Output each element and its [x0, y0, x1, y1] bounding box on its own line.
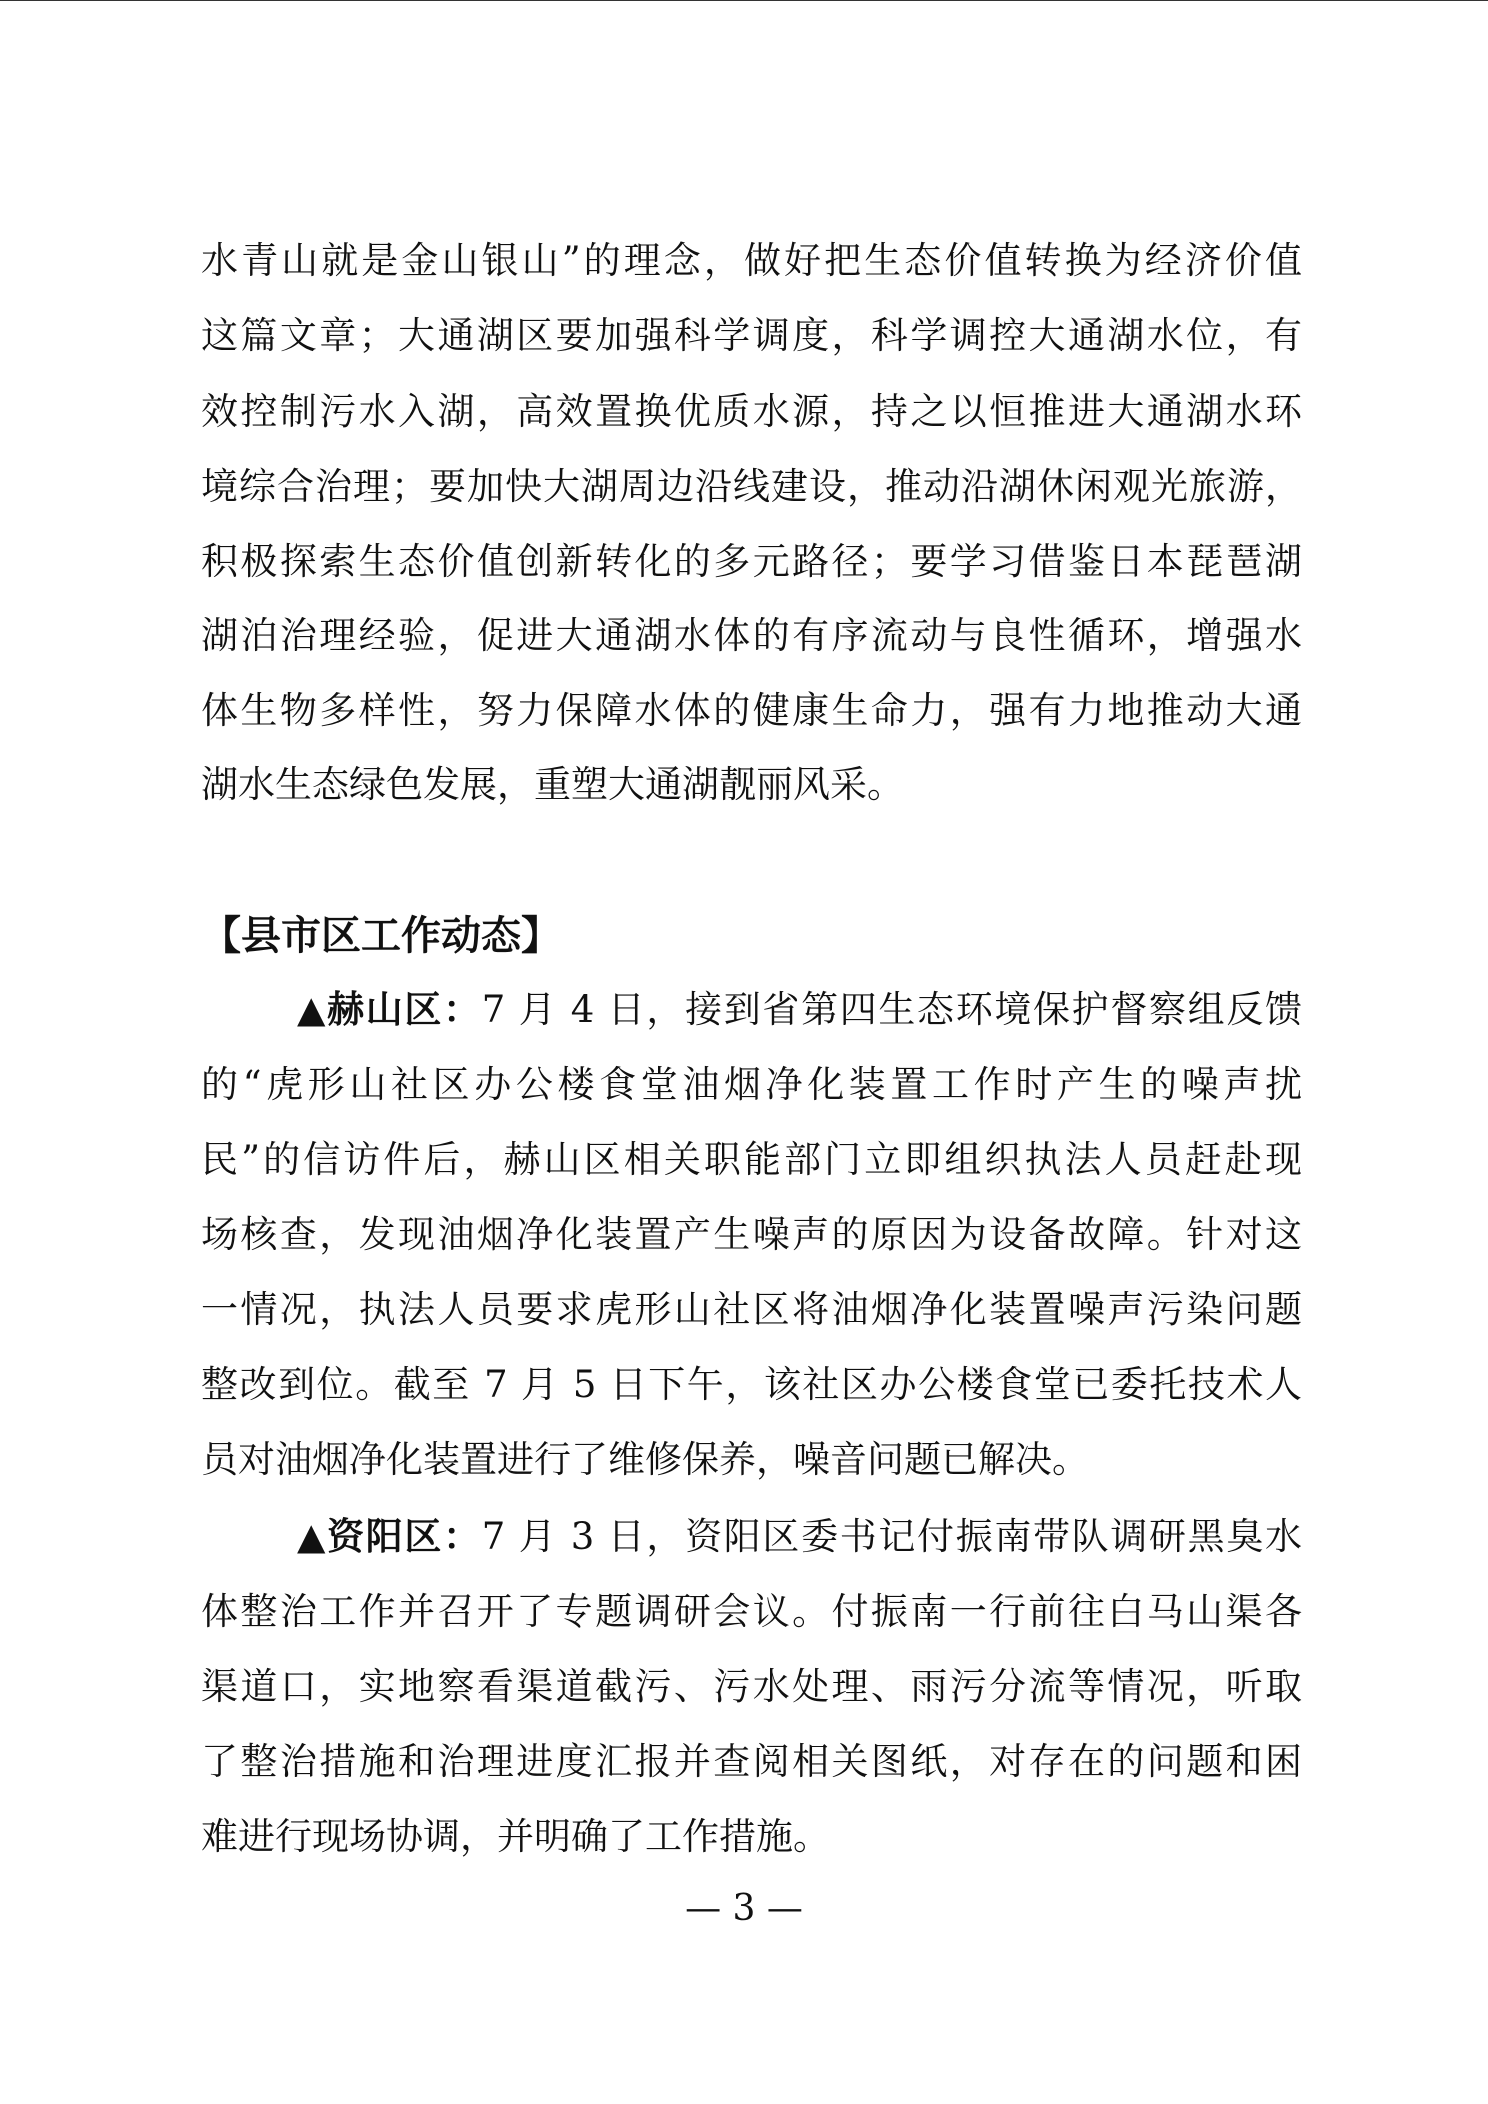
district-label: ▲赫山区： — [297, 987, 482, 1031]
text-line: 场核查，发现油烟净化装置产生噪声的原因为设备故障。针对这 — [201, 1213, 1302, 1256]
text-line: 湖水生态绿色发展，重塑大通湖靓丽风采。 — [201, 763, 904, 806]
text-span: 7 月 4 日，接到省第四生态环境保护督察组反馈 — [481, 988, 1302, 1031]
text-line: 效控制污水入湖，高效置换优质水源，持之以恒推进大通湖水环 — [201, 390, 1302, 433]
text-line: 了整治措施和治理进度汇报并查阅相关图纸，对存在的问题和困 — [201, 1740, 1302, 1783]
district-label: ▲资阳区： — [297, 1514, 482, 1558]
text-line: 这篇文章；大通湖区要加强科学调度，科学调控大通湖水位，有 — [201, 314, 1302, 357]
text-line: 难进行现场协调，并明确了工作措施。 — [201, 1815, 830, 1858]
text-line — [297, 1499, 1302, 1574]
text-line: 的“虎形山社区办公楼食堂油烟净化装置工作时产生的噪声扰 — [201, 1063, 1302, 1106]
text-line: 湖泊治理经验，促进大通湖水体的有序流动与良性循环，增强水 — [201, 614, 1302, 657]
text-line: 整改到位。截至 7 月 5 日下午，该社区办公楼食堂已委托技术人 — [201, 1363, 1302, 1406]
text-line: 民”的信访件后，赫山区相关职能部门立即组织执法人员赶赴现 — [201, 1138, 1302, 1181]
text-span: 7 月 3 日，资阳区委书记付振南带队调研黑臭水 — [481, 1515, 1302, 1558]
text-line: 渠道口，实地察看渠道截污、污水处理、雨污分流等情况，听取 — [201, 1665, 1302, 1708]
text-line — [297, 972, 1302, 1047]
text-line: 一情况，执法人员要求虎形山社区将油烟净化装置噪声污染问题 — [201, 1288, 1302, 1331]
text-line: 员对油烟净化装置进行了维修保养，噪音问题已解决。 — [201, 1438, 1089, 1481]
section-heading: 【县市区工作动态】 — [201, 912, 561, 959]
text-line: 体生物多样性，努力保障水体的健康生命力，强有力地推动大通 — [201, 689, 1302, 732]
page-number: — 3 — — [685, 1888, 803, 1929]
text-line: 体整治工作并召开了专题调研会议。付振南一行前往白马山渠各 — [201, 1590, 1302, 1633]
text-line: 水青山就是金山银山”的理念，做好把生态价值转换为经济价值 — [201, 239, 1302, 282]
text-line: 积极探索生态价值创新转化的多元路径；要学习借鉴日本琵琶湖 — [201, 540, 1302, 583]
text-line: 境综合治理；要加快大湖周边沿线建设，推动沿湖休闲观光旅游， — [201, 465, 1302, 508]
